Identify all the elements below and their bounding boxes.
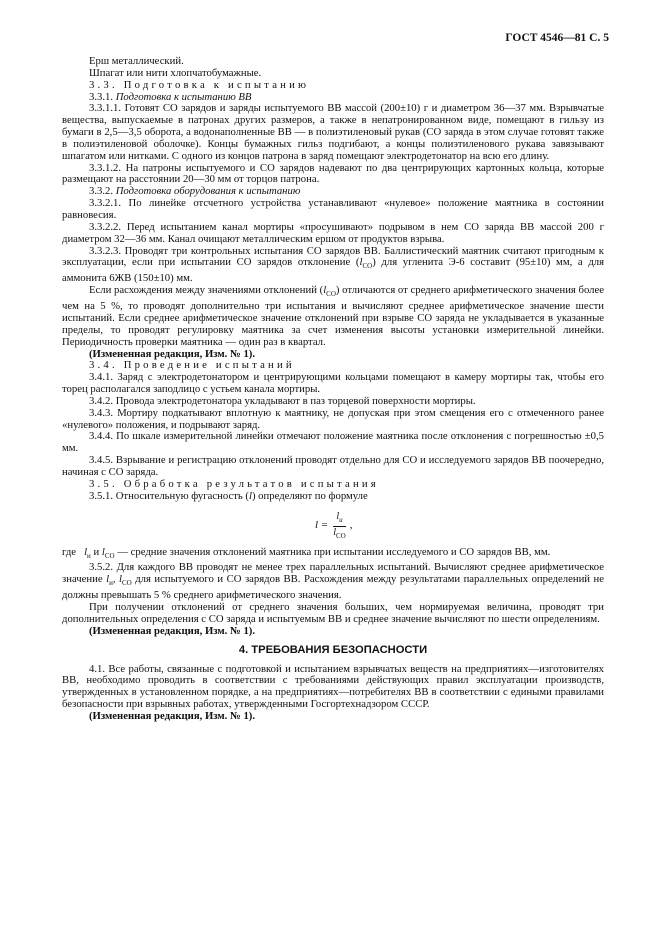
subscript: CO xyxy=(336,531,346,540)
clause-number: 3.3.1. xyxy=(89,90,114,103)
symbol: l xyxy=(106,573,110,586)
paragraph: 3.3.2.2. Перед испытанием канал мортиры «просушивают» подрывом в нем СО заряда ВВ массой 200 г диаметром 32—36 мм. Канал очищают металлическим ершом от продуктов взрыва. xyxy=(62,220,604,245)
symbol: l xyxy=(248,489,252,502)
subscript: CO xyxy=(326,290,336,299)
amendment-note: (Измененная редакция, Изм. № 1). xyxy=(89,709,256,722)
document-body xyxy=(62,56,604,723)
paragraph xyxy=(62,285,604,348)
formula xyxy=(62,503,604,547)
clause-title: Подготовка к испытанию ВВ xyxy=(115,90,252,103)
paragraph xyxy=(62,491,604,503)
formula-tail: , xyxy=(349,519,353,532)
text-run: , xyxy=(112,573,119,586)
text-run: 3.3.2.3. Проводят три контрольных испытания СО зарядов ВВ. Баллистический маятник считают пригодным к эксплуатации, если при испытании СО зарядов отклонение ( xyxy=(62,244,604,269)
symbol: l xyxy=(323,284,327,297)
formula-lhs: l = xyxy=(315,519,329,532)
amendment-note: (Измененная редакция, Изм. № 1). xyxy=(89,347,256,360)
text-run: ) отличаются от среднего арифметического значения более чем на 5 %, то проводят дополнительно три испытания и вычисляют среднее арифметическое значение шести испытаний. Если среднее арифметическое значение отклонений при взрыве СО заряда не укладывается в указанные пределы, то проводят регулировку маятника за счет изменения высоты установки измерительной линейки. Периодичность проверки маятника — один раз в квартал. xyxy=(62,284,604,348)
text-run: где xyxy=(62,545,77,558)
symbol: l xyxy=(84,545,88,558)
paragraph: 3.3.1.1. Готовят СО зарядов и заряды испытуемого ВВ массой (200±10) г и диаметром 36—37 мм. Взрывчатые вещества, выпускаемые в патронах других размеров, а также в непатронированном виде, помещают в гильзу из бумаги в 2,5—3,5 оборота, а водонаполненные ВВ — в полиэтиленовый рукав (СО заряда в этом случае готовят также в полиэтиленовой оболочке). Концы бумажных гильз подгибают, а концы полиэтиленового рукава завязывают шпагатом или нитками. С одного из концов патрона в заряд помещают электродетонатор на всю его длину. xyxy=(62,102,604,162)
fraction xyxy=(333,511,346,542)
clause-title: Подготовка оборудования к испытанию xyxy=(115,185,301,198)
paragraph: 3.3.2.1. По линейке отсчетного устройства устанавливают «нулевое» положение маятника в состоянии равновесия. xyxy=(62,197,604,221)
text-run: 3.5.1. Относительную фугасность ( xyxy=(89,489,249,502)
paragraph: При получении отклонений от среднего значения больших, чем нормируемая величина, проводят три дополнительных определения с СО заряда и испытуемым ВВ и среднее значение вычисляют по шести определениям. xyxy=(62,601,604,625)
symbol: l xyxy=(119,573,122,586)
symbol: l xyxy=(336,510,340,522)
section-heading: 4. ТРЕБОВАНИЯ БЕЗОПАСНОСТИ xyxy=(238,643,428,656)
heading-text: 3.3. Подготовка к испытанию xyxy=(89,78,310,91)
subscript: и xyxy=(339,515,343,524)
amendment-note: (Измененная редакция, Изм. № 1). xyxy=(89,624,256,637)
paragraph xyxy=(62,562,604,602)
paragraph xyxy=(62,246,604,286)
paragraph: 4.1. Все работы, связанные с подготовкой и испытанием взрывчатых веществ на предприятиях—изготовителях ВВ, необходимо проводить в соответствии с требованиями действующих правил эксплуатации производств, утвержденных в установленном порядке, а на предприятиях—потребителях ВВ в соответствии с едиными правилами безопасности при взрывных работах, утвержденными Госгортехнадзором СССР. xyxy=(62,662,604,711)
paragraph: 3.4.3. Мортиру подкатывают вплотную к маятнику, не допуская при этом смещения его с отмеченного ранее «нулевого» положения, и подрывают заряд. xyxy=(62,406,604,431)
paragraph: 3.4.5. Взрывание и регистрацию отклонений проводят отдельно для СО и исследуемого зарядов ВВ поочередно, начиная с СО заряда. xyxy=(62,454,604,478)
clause-number: 3.3.2. xyxy=(89,185,114,198)
text-run: ) определяют по формуле xyxy=(251,489,368,502)
text-run: и xyxy=(90,545,102,558)
page-header: ГОСТ 4546—81 С. 5 xyxy=(505,32,609,44)
text-run: 3.5.2. Для каждого ВВ проводят не менее трех параллельных испытаний. Вычисляют среднее арифметическое значение xyxy=(62,561,604,586)
list-item: Ерш металлический. xyxy=(89,55,184,67)
paragraph: 3.4.4. По шкале измерительной линейки отмечают положение маятника после отклонения с погрешностью ±0,5 мм. xyxy=(62,430,604,455)
paragraph: 3.3.1.2. На патроны испытуемого и СО зарядов надевают по два центрирующих картонных кольца, которые размещают на расстоянии 20—30 мм от торцов патрона. xyxy=(62,161,604,186)
fraction-denominator xyxy=(333,527,346,542)
paragraph: 3.4.1. Заряд с электродетонатором и центрирующими кольцами помещают в камеру мортиры так, чтобы его торец располагался заподлицо с устьем канала мортиры. xyxy=(62,371,604,396)
subscript: и xyxy=(87,551,91,560)
subscript: и xyxy=(109,579,113,588)
formula-legend xyxy=(62,547,604,563)
heading-text: 3.5. Обработка результатов испытания xyxy=(89,477,379,490)
symbol: l xyxy=(359,256,363,269)
text-run: Если расхождения между значениями отклонений ( xyxy=(89,284,324,297)
subscript: CO xyxy=(121,579,132,588)
formula-expression xyxy=(315,511,353,542)
text-run: — средние значения отклонений маятника при испытании исследуемого и СО зарядов ВВ, мм. xyxy=(114,545,551,558)
subscript: CO xyxy=(362,262,373,271)
fraction-numerator xyxy=(333,511,345,527)
symbol: l xyxy=(101,545,105,558)
subscript: CO xyxy=(104,551,115,560)
heading-text: 3.4. Проведение испытаний xyxy=(89,359,295,372)
symbol: l xyxy=(333,526,337,538)
text-run: ) для угленита Э-6 составит (95±10) мм, а для аммонита 6ЖВ (150±10) мм. xyxy=(62,256,605,285)
list-item: Шпагат или нити хлопчатобумажные. xyxy=(89,66,262,79)
text-run: для испытуемого и СО зарядов ВВ. Расхождения между результатами параллельных определений не должны превышать 5 % среднего арифметического значения. xyxy=(62,573,604,602)
paragraph: 3.4.2. Провода электродетонатора укладывают в паз торцевой поверхности мортиры. xyxy=(89,394,476,407)
